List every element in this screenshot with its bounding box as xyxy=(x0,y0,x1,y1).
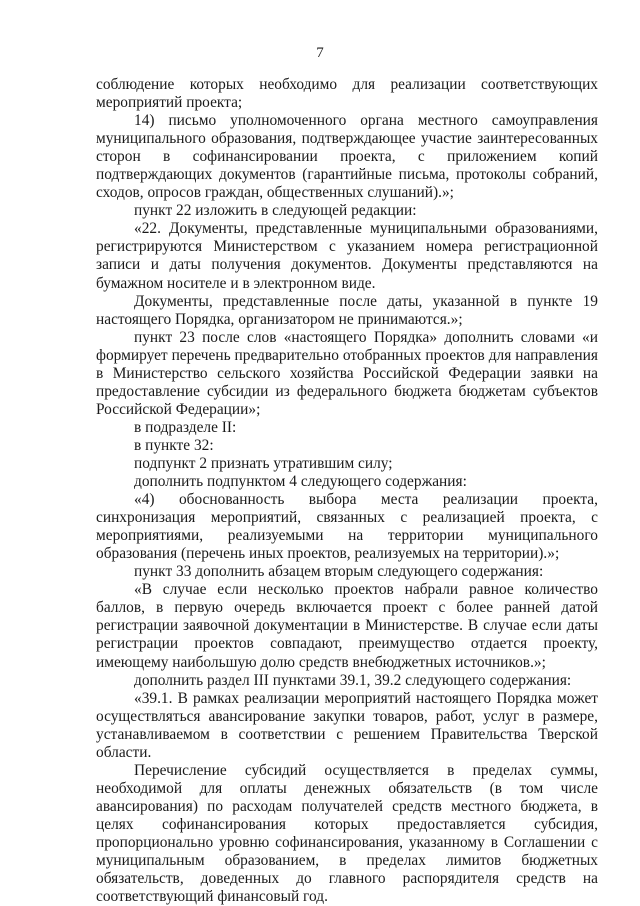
paragraph: «В случае если несколько проектов набрали равное количество баллов, в первую очередь включается проект с более ранней датой регистрации заявочной документации в Министерстве. В случае если даты регистрации проектов совпадают, преимущество отдается проекту, имеющему наибольшую долю средств внебюджетных источников.»; xyxy=(96,581,598,671)
paragraph: «39.1. В рамках реализации мероприятий настоящего Порядка может осуществляться авансирование закупки товаров, работ, услуг в размере, устанавливаемом в соответствии с решением Правительства Тверской области. xyxy=(96,689,598,761)
paragraph: подпункт 2 признать утратившим силу; xyxy=(134,454,393,472)
page-number: 7 xyxy=(316,45,324,61)
paragraph: соблюдение которых необходимо для реализации соответствующих мероприятий проекта; xyxy=(96,76,598,112)
paragraph: пункт 33 дополнить абзацем вторым следующего содержания: xyxy=(134,563,544,581)
paragraph: дополнить раздел III пунктами 39.1, 39.2 следующего содержания: xyxy=(134,671,572,689)
paragraph: пункт 22 изложить в следующей редакции: xyxy=(134,202,417,220)
paragraph: 14) письмо уполномоченного органа местного самоуправления муниципального образования, подтверждающее участие заинтересованных сторон в софинансировании проекта, с приложением копий подтверждающих документов (гарантийные письма, протоколы собраний, сходов, опросов граждан, общественных слушаний).»; xyxy=(96,112,598,202)
document-body xyxy=(96,76,598,906)
paragraph: «4) обоснованность выбора места реализации проекта, синхронизация мероприятий, связанных с реализацией проекта, с мероприятиями, реализуемыми на территории муниципального образования (перечень иных проектов, реализуемых на территории).»; xyxy=(96,491,598,563)
paragraph: Документы, представленные после даты, указанной в пункте 19 настоящего Порядка, организатором не принимаются.»; xyxy=(96,292,598,328)
paragraph: пункт 23 после слов «настоящего Порядка» дополнить словами «и формирует перечень предварительно отобранных проектов для направления в Министерство сельского хозяйства Российской Федерации заявки на предоставление субсидии из федерального бюджета бюджетам субъектов Российской Федерации»; xyxy=(96,328,598,418)
paragraph: Перечисление субсидий осуществляется в пределах суммы, необходимой для оплаты денежных обязательств (в том числе авансирования) по расходам получателей средств местного бюджета, в целях софинансирования которых предоставляется субсидия, пропорционально уровню софинансирования, указанному в Соглашении с муниципальным образованием, в пределах лимитов бюджетных обязательств, доведенных до главного распорядителя средств на соответствующий финансовый год. xyxy=(96,761,598,906)
paragraph: в пункте 32: xyxy=(134,436,214,454)
paragraph: в подразделе II: xyxy=(134,418,237,436)
paragraph: «22. Документы, представленные муниципальными образованиями, регистрируются Министерством с указанием номера регистрационной записи и даты получения документов. Документы представляются на бумажном носителе и в электронном виде. xyxy=(96,220,598,292)
paragraph: дополнить подпунктом 4 следующего содержания: xyxy=(134,473,467,491)
